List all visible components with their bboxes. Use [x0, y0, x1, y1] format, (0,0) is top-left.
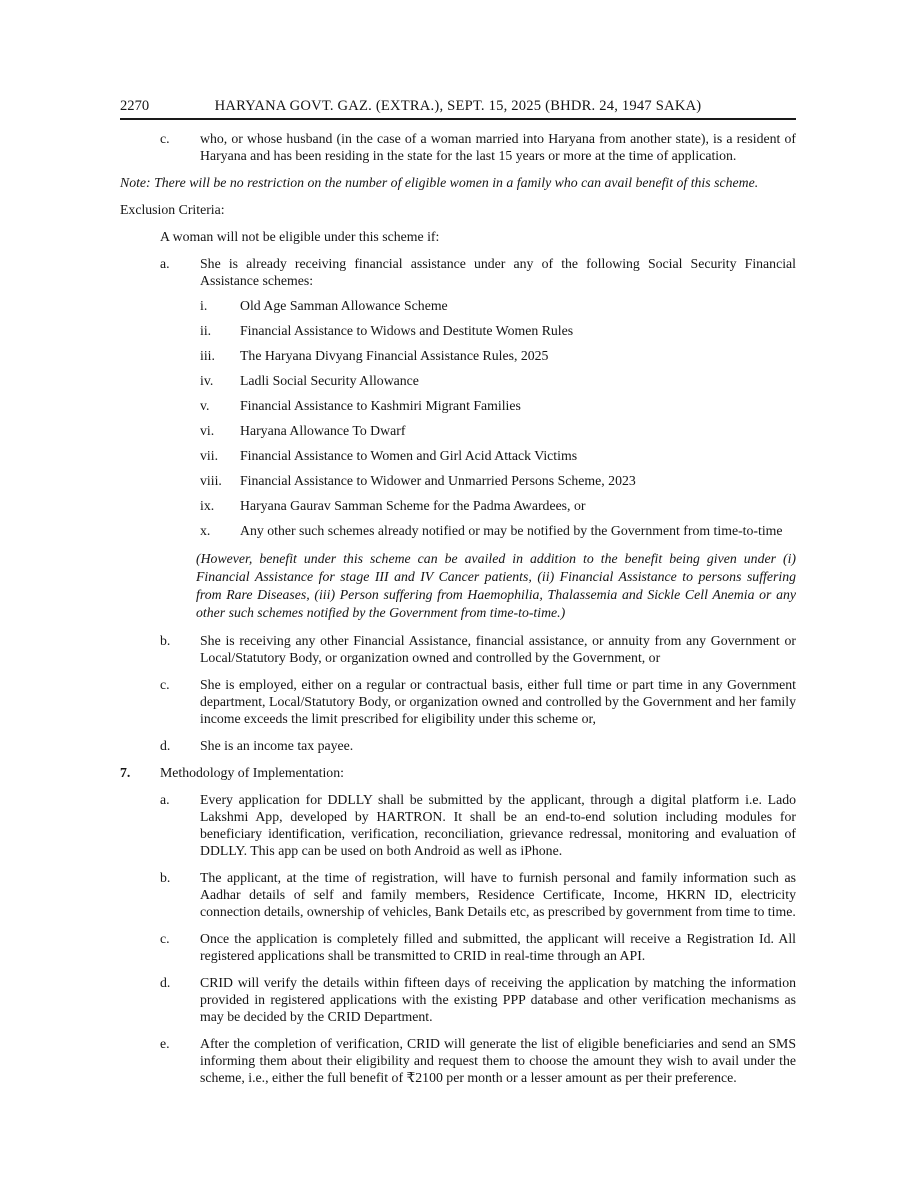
list-item-text: The applicant, at the time of registration, will have to furnish personal and family information such as Aadhar details of self and family members, Residence Certificate, Income, HKRN ID, electricity connection details, ownership of vehicles, Bank Details etc, as prescribed by government from time to time.	[200, 870, 796, 919]
list-item-text: Financial Assistance to Women and Girl Acid Attack Victims	[240, 448, 578, 463]
scheme-item	[200, 297, 796, 314]
method-item-e	[160, 1035, 796, 1086]
page-content	[120, 98, 796, 1086]
list-item-text: She is employed, either on a regular or contractual basis, either full time or part time in any Government department, Local/Statutory Body, or organization owned and controlled by the Government and her family income exceeds the limit prescribed for eligibility under this scheme or,	[200, 677, 796, 726]
list-item-c-top	[160, 130, 796, 164]
list-item-label: i.	[200, 298, 208, 313]
list-item-text: After the completion of verification, CRID will generate the list of eligible beneficiaries and send an SMS informing them about their eligibility and request them to choose the amount they wish to avail under the scheme, i.e., either the full benefit of ₹2100 per month or a lesser amount as per their preference.	[200, 1036, 796, 1085]
criterion-d	[160, 737, 796, 754]
method-item-c	[160, 930, 796, 964]
list-item-label: c.	[160, 931, 170, 946]
list-item-text: who, or whose husband (in the case of a woman married into Haryana from another state), is a resident of Haryana and has been residing in the state for the last 15 years or more at the time of application.	[200, 131, 796, 163]
scheme-item	[200, 447, 796, 464]
scheme-item	[200, 372, 796, 389]
list-item-text: Financial Assistance to Kashmiri Migrant Families	[240, 398, 521, 413]
criterion-a	[160, 255, 796, 289]
page-header	[120, 98, 796, 115]
method-item-b	[160, 869, 796, 920]
list-item-text: She is receiving any other Financial Assistance, financial assistance, or annuity from any Government or Local/Statutory Body, or organization owned and controlled by the Government, or	[200, 633, 796, 665]
method-item-d	[160, 974, 796, 1025]
list-item-text: Once the application is completely filled and submitted, the applicant will receive a Registration Id. All registered applications shall be transmitted to CRID in real-time through an API.	[200, 931, 796, 963]
list-item-text: Haryana Gaurav Samman Scheme for the Padma Awardees, or	[240, 498, 586, 513]
criterion-c	[160, 676, 796, 727]
list-item-label: ii.	[200, 323, 212, 338]
scheme-item	[200, 347, 796, 364]
list-item-text: Financial Assistance to Widower and Unmarried Persons Scheme, 2023	[240, 473, 636, 488]
list-item-text: Any other such schemes already notified or may be notified by the Government from time-to-time	[240, 523, 783, 538]
list-item-text: Financial Assistance to Widows and Destitute Women Rules	[240, 323, 574, 338]
list-item-text: She is already receiving financial assistance under any of the following Social Security Financial Assistance schemes:	[200, 256, 796, 288]
header-rule	[120, 118, 796, 120]
list-item-text: Every application for DDLLY shall be submitted by the applicant, through a digital platform i.e. Lado Lakshmi App, developed by HARTRON. It shall be an end-to-end solution including modules for beneficiary identification, verification, reconciliation, grievance redressal, monitoring and evaluation of DDLLY. This app can be used on both Android as well as iPhone.	[200, 792, 796, 858]
list-item-label: e.	[160, 1036, 170, 1051]
list-item-label: d.	[160, 975, 171, 990]
list-item-label: ix.	[200, 498, 215, 513]
list-item-text: She is an income tax payee.	[200, 738, 354, 753]
list-item-text: Ladli Social Security Allowance	[240, 373, 419, 388]
header-title: HARYANA GOVT. GAZ. (EXTRA.), SEPT. 15, 2025 (BHDR. 24, 1947 SAKA)	[214, 98, 702, 114]
section-7-heading	[120, 764, 796, 781]
list-item-label: a.	[160, 256, 170, 271]
list-item-label: d.	[160, 738, 171, 753]
list-item-label: x.	[200, 523, 211, 538]
page-number: 2270	[120, 98, 150, 114]
scheme-item	[200, 472, 796, 489]
note-paragraph: Note: There will be no restriction on the number of eligible women in a family who can avail benefit of this scheme.	[120, 175, 759, 190]
list-item-label: vii.	[200, 448, 219, 463]
list-item-label: iv.	[200, 373, 214, 388]
exclusion-intro: A woman will not be eligible under this scheme if:	[160, 229, 440, 244]
list-item-text: Old Age Samman Allowance Scheme	[240, 298, 448, 313]
scheme-item	[200, 497, 796, 514]
scheme-item	[200, 422, 796, 439]
list-item-label: v.	[200, 398, 210, 413]
list-item-label: b.	[160, 870, 171, 885]
scheme-item	[200, 322, 796, 339]
exclusion-heading: Exclusion Criteria:	[120, 202, 225, 217]
however-note: (However, benefit under this scheme can be availed in addition to the benefit being given under (i) Financial Assistance for stage III and IV Cancer patients, (ii) Financial Assistance to persons suffering from Rare Diseases, (iii) Person suffering from Haemophilia, Thalassemia and Sickle Cell Anemia or any other such schemes notified by the Government from time-to-time.)	[196, 551, 796, 620]
list-item-label: a.	[160, 792, 170, 807]
list-item-text: Haryana Allowance To Dwarf	[240, 423, 406, 438]
list-item-label: b.	[160, 633, 171, 648]
list-item-text: The Haryana Divyang Financial Assistance Rules, 2025	[240, 348, 549, 363]
list-item-text: CRID will verify the details within fifteen days of receiving the application by matching the information provided in registered applications with the existing PPP database and other verification mechanisms as may be decided by the CRID Department.	[200, 975, 796, 1024]
section-title: Methodology of Implementation:	[160, 765, 344, 780]
list-item-label: viii.	[200, 473, 222, 488]
scheme-item	[200, 522, 796, 539]
list-item-label: c.	[160, 677, 170, 692]
list-item-label: vi.	[200, 423, 215, 438]
list-item-label: iii.	[200, 348, 215, 363]
method-item-a	[160, 791, 796, 859]
list-item-label: c.	[160, 131, 170, 146]
criterion-b	[160, 632, 796, 666]
section-number: 7.	[120, 765, 131, 780]
scheme-item	[200, 397, 796, 414]
